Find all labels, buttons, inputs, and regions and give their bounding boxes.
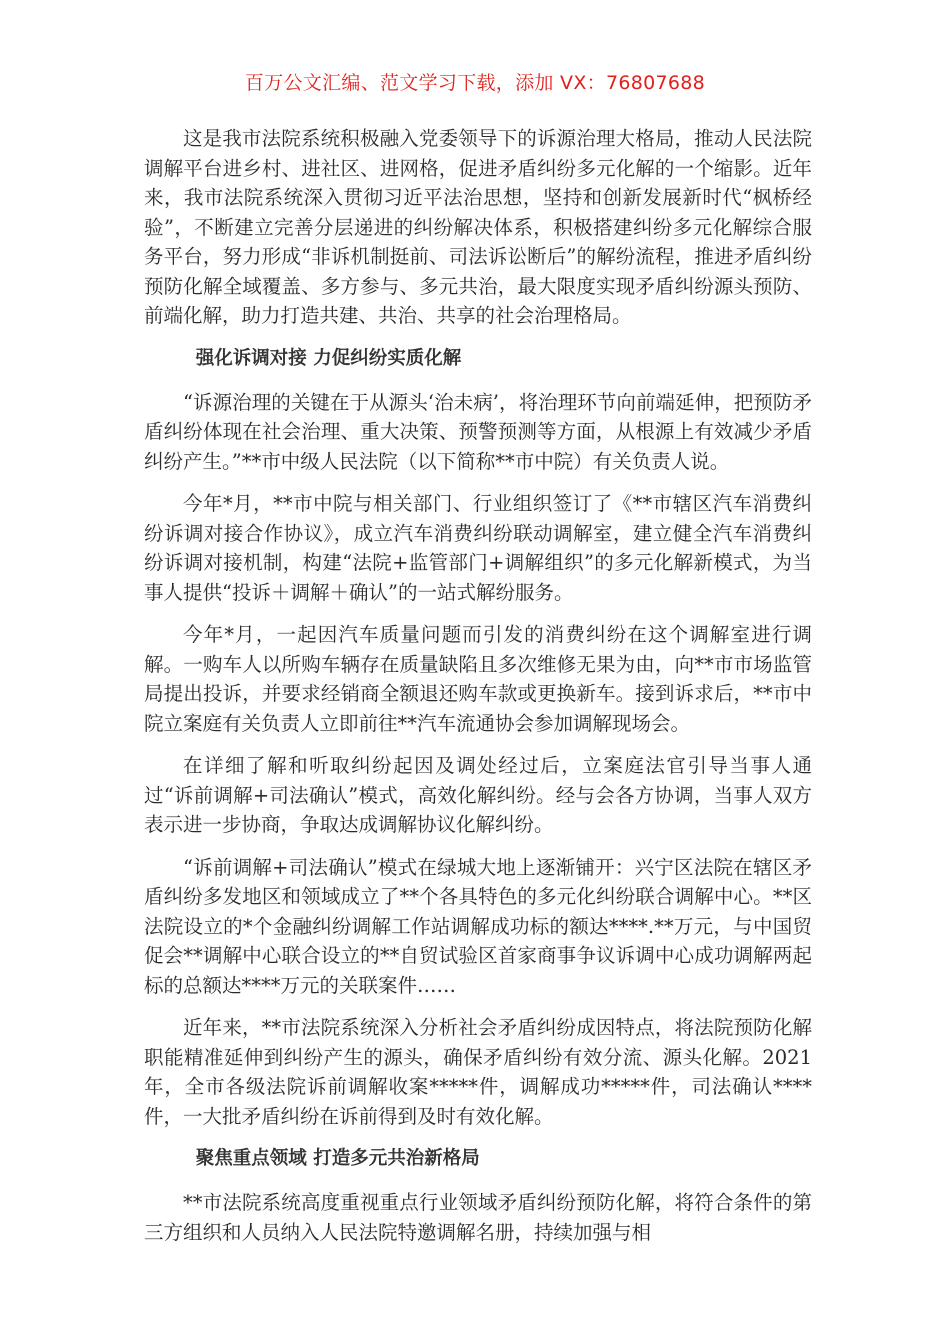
paragraph-quote: “诉源治理的关键在于从源头‘治未病’，将治理环节向前端延伸，把预防矛盾纠纷体现在社会治理、重大决策、预警预测等方面，从根源上有效减少矛盾纠纷产生。”**市中级人民法院（以下简称**市中院）有关负责人说。 (144, 390, 812, 473)
paragraph-model: “诉前调解+司法确认”模式在绿城大地上逐渐铺开：兴宁区法院在辖区矛盾纠纷多发地区和领域成立了**个各具特色的多元化纠纷联合调解中心。**区法院设立的*个金融纠纷调解工作站调解成功标的额达****.**万元，与中国贸促会**调解中心联合设立的**自贸试验区首家商事争议诉调中心成功调解两起标的总额达****万元的关联案件…… (144, 855, 812, 997)
section-heading-1: 强化诉调对接 力促纠纷实质化解 (195, 347, 462, 369)
paragraph-case: 今年*月，一起因汽车质量问题而引发的消费纠纷在这个调解室进行调解。一购车人以所购车辆存在质量缺陷且多次维修无果为由，向**市市场监管局提出投诉，并要求经销商全额退还购车款或更换新车。接到诉求后，**市中院立案庭有关负责人立即前往**汽车流通协会参加调解现场会。 (144, 623, 812, 735)
paragraph-statistics: 近年来，**市法院系统深入分析社会矛盾纠纷成因特点，将法院预防化解职能精准延伸到纠纷产生的源头，确保矛盾纠纷有效分流、源头化解。2021年，全市各级法院诉前调解收案*****件，调解成功*****件，司法确认****件，一大批矛盾纠纷在诉前得到及时有效化解。 (144, 1016, 812, 1128)
paragraph-focus: **市法院系统高度重视重点行业领域矛盾纠纷预防化解，将符合条件的第三方组织和人员纳入人民法院特邀调解名册，持续加强与相 (144, 1191, 812, 1244)
document-body (144, 124, 812, 1260)
paragraph-mediation: 在详细了解和听取纠纷起因及调处经过后，立案庭法官引导当事人通过“诉前调解+司法确认”模式，高效化解纠纷。经与会各方协调，当事人双方表示进一步协商，争取达成调解协议化解纠纷。 (144, 754, 812, 836)
section-heading-2: 聚焦重点领域 打造多元共治新格局 (195, 1148, 480, 1169)
watermark-banner: 百万公文汇编、范文学习下载，添加 VX：76807688 (244, 72, 706, 94)
paragraph-intro: 这是我市法院系统积极融入党委领导下的诉源治理大格局，推动人民法院调解平台进乡村、进社区、进网格，促进矛盾纠纷多元化解的一个缩影。近年来，我市法院系统深入贯彻习近平法治思想，坚持和创新发展新时代“枫桥经验”，不断建立完善分层递进的纠纷解决体系，积极搭建纠纷多元化解综合服务平台，努力形成“非诉机制挺前、司法诉讼断后”的解纷流程，推进矛盾纠纷预防化解全域覆盖、多方参与、多元共治，最大限度实现矛盾纠纷源头预防、前端化解，助力打造共建、共治、共享的社会治理格局。 (144, 127, 812, 327)
paragraph-agreement: 今年*月，**市中院与相关部门、行业组织签订了《**市辖区汽车消费纠纷诉调对接合作协议》，成立汽车消费纠纷联动调解室，建立健全汽车消费纠纷诉调对接机制，构建“法院+监管部门+调解组织”的多元化解新模式，为当事人提供“投诉＋调解＋确认”的一站式解纷服务。 (144, 492, 812, 604)
